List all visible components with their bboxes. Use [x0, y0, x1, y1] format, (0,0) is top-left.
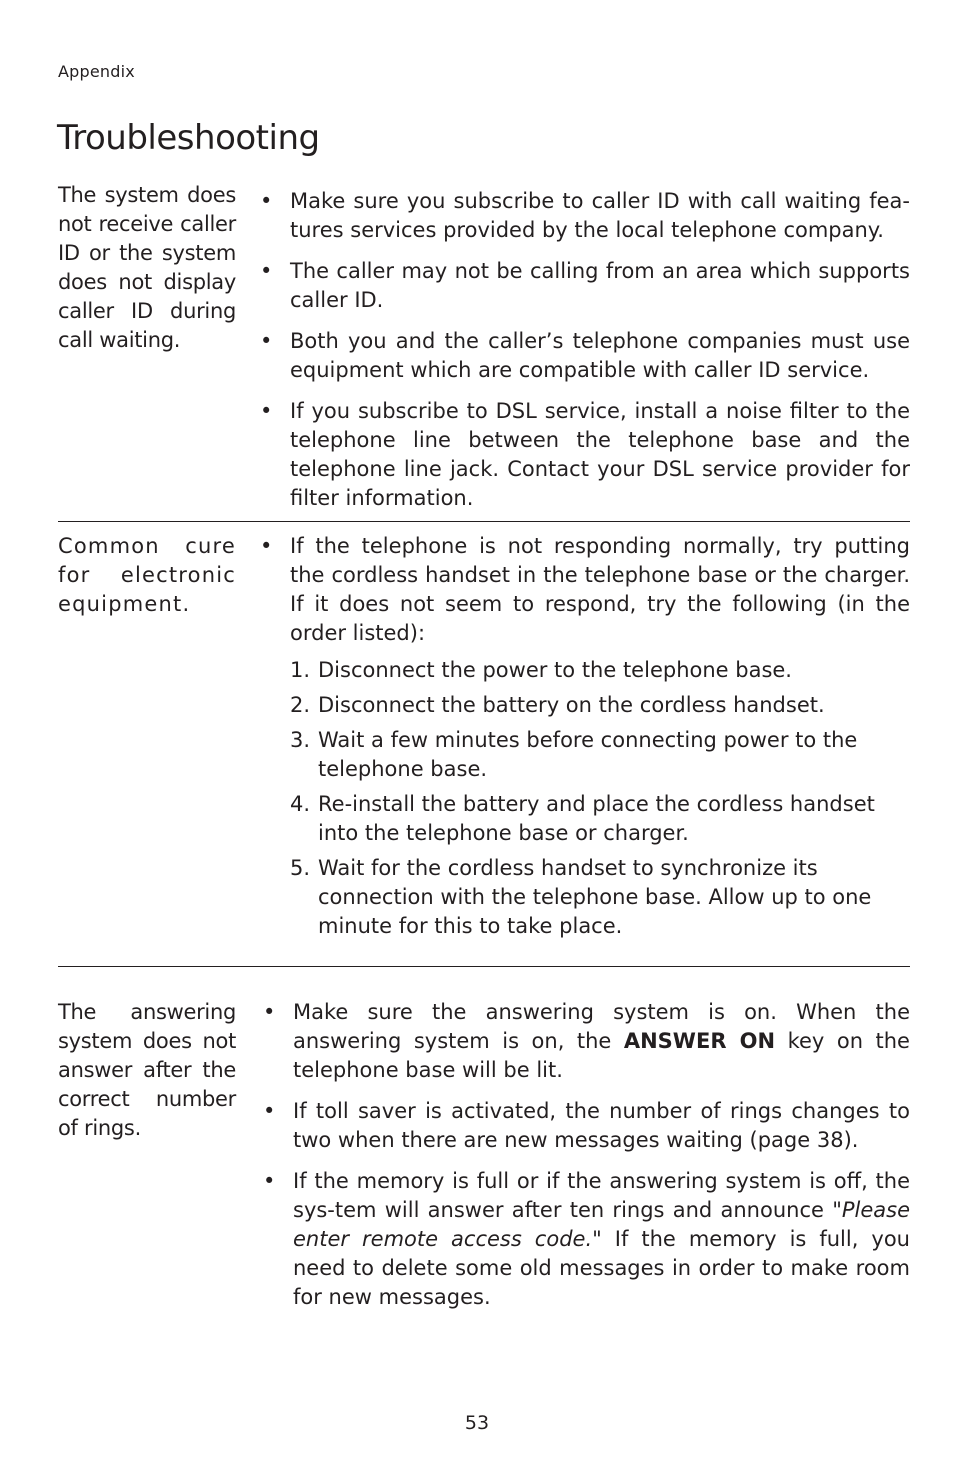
solution-item	[258, 532, 910, 941]
solution-text: The caller may not be calling from an area which supports caller ID.	[290, 259, 910, 312]
bullet-icon: •	[263, 1099, 276, 1123]
solution-text: Both you and the caller’s telephone companies must use equipment which are compatible with caller ID service.	[290, 329, 910, 382]
step-item	[290, 854, 910, 941]
solution-text: If the telephone is not responding normally, try putting the cordless handset in the telephone base or the charger. If it does not seem to respond, try the following (in the order listed):	[290, 534, 910, 645]
troubleshooting-section-caller-id	[58, 181, 910, 511]
section-label: Appendix	[58, 62, 135, 81]
step-item	[290, 726, 910, 784]
solution-item	[258, 187, 910, 245]
bullet-icon: •	[260, 534, 273, 558]
page-number: 53	[464, 1412, 490, 1434]
solution-text: key on the telephone base will be lit.	[293, 1029, 910, 1082]
section-divider	[58, 521, 910, 522]
solution-item	[258, 257, 910, 315]
step-number: 1.	[290, 658, 311, 682]
step-item	[290, 691, 910, 720]
solution-list	[258, 187, 910, 525]
announcement-quote: "Please enter remote access code."	[293, 1198, 910, 1251]
bullet-icon: •	[263, 1000, 276, 1024]
step-number: 3.	[290, 728, 311, 752]
solution-item	[261, 998, 910, 1085]
bullet-icon: •	[260, 189, 273, 213]
solution-item	[258, 327, 910, 385]
step-text: Disconnect the power to the telephone base.	[318, 658, 792, 682]
solution-item	[261, 1167, 910, 1312]
problem-description: Common cure for electronic equipment.	[58, 534, 236, 616]
bullet-icon: •	[260, 259, 273, 283]
step-number: 4.	[290, 792, 311, 816]
step-item	[290, 790, 910, 848]
solution-text: If you subscribe to DSL service, install a noise filter to the telephone line between the telephone base and the telephone line jack. Contact your DSL service provider for filter information.	[290, 399, 910, 510]
bullet-icon: •	[260, 399, 273, 423]
bullet-icon: •	[260, 329, 273, 353]
solution-text: Make sure the answering system is on. When the answering system is on, the	[293, 1000, 910, 1053]
solution-list	[261, 998, 910, 1324]
step-text: Re-install the battery and place the cordless handset into the telephone base or charger.	[318, 792, 875, 845]
troubleshooting-section-answering-system	[58, 998, 910, 1309]
step-number: 5.	[290, 856, 311, 880]
problem-description: The system does not receive caller ID or the system does not display caller ID during call waiting.	[58, 183, 236, 352]
solution-text: If the memory is full, you need to delete some old messages in order to make room for new messages.	[293, 1227, 910, 1309]
solution-item	[258, 397, 910, 513]
page-title: Troubleshooting	[57, 118, 320, 158]
step-number: 2.	[290, 693, 311, 717]
solution-text: If toll saver is activated, the number of rings changes to two when there are new messages waiting (page 38).	[293, 1099, 910, 1152]
section-divider	[58, 966, 910, 967]
step-text: Wait a few minutes before connecting power to the telephone base.	[318, 728, 858, 781]
troubleshooting-section-common-cure	[58, 532, 910, 952]
step-text: Disconnect the battery on the cordless handset.	[318, 693, 825, 717]
step-list	[290, 656, 910, 941]
step-text: Wait for the cordless handset to synchronize its connection with the telephone base. Allow up to one minute for this to take place.	[318, 856, 872, 938]
bullet-icon: •	[263, 1169, 276, 1193]
solution-text: Make sure you subscribe to caller ID with call waiting fea-tures services provided by the local telephone company.	[290, 189, 910, 242]
solution-list	[258, 532, 910, 953]
problem-description: The answering system does not answer after the correct number of rings.	[58, 1000, 236, 1140]
step-item	[290, 656, 910, 685]
solution-item	[261, 1097, 910, 1155]
solution-text: If the memory is full or if the answering system is off, the sys-tem will answer after ten rings and announce	[293, 1169, 910, 1222]
answer-on-key-label: ANSWER ON	[623, 1029, 776, 1053]
